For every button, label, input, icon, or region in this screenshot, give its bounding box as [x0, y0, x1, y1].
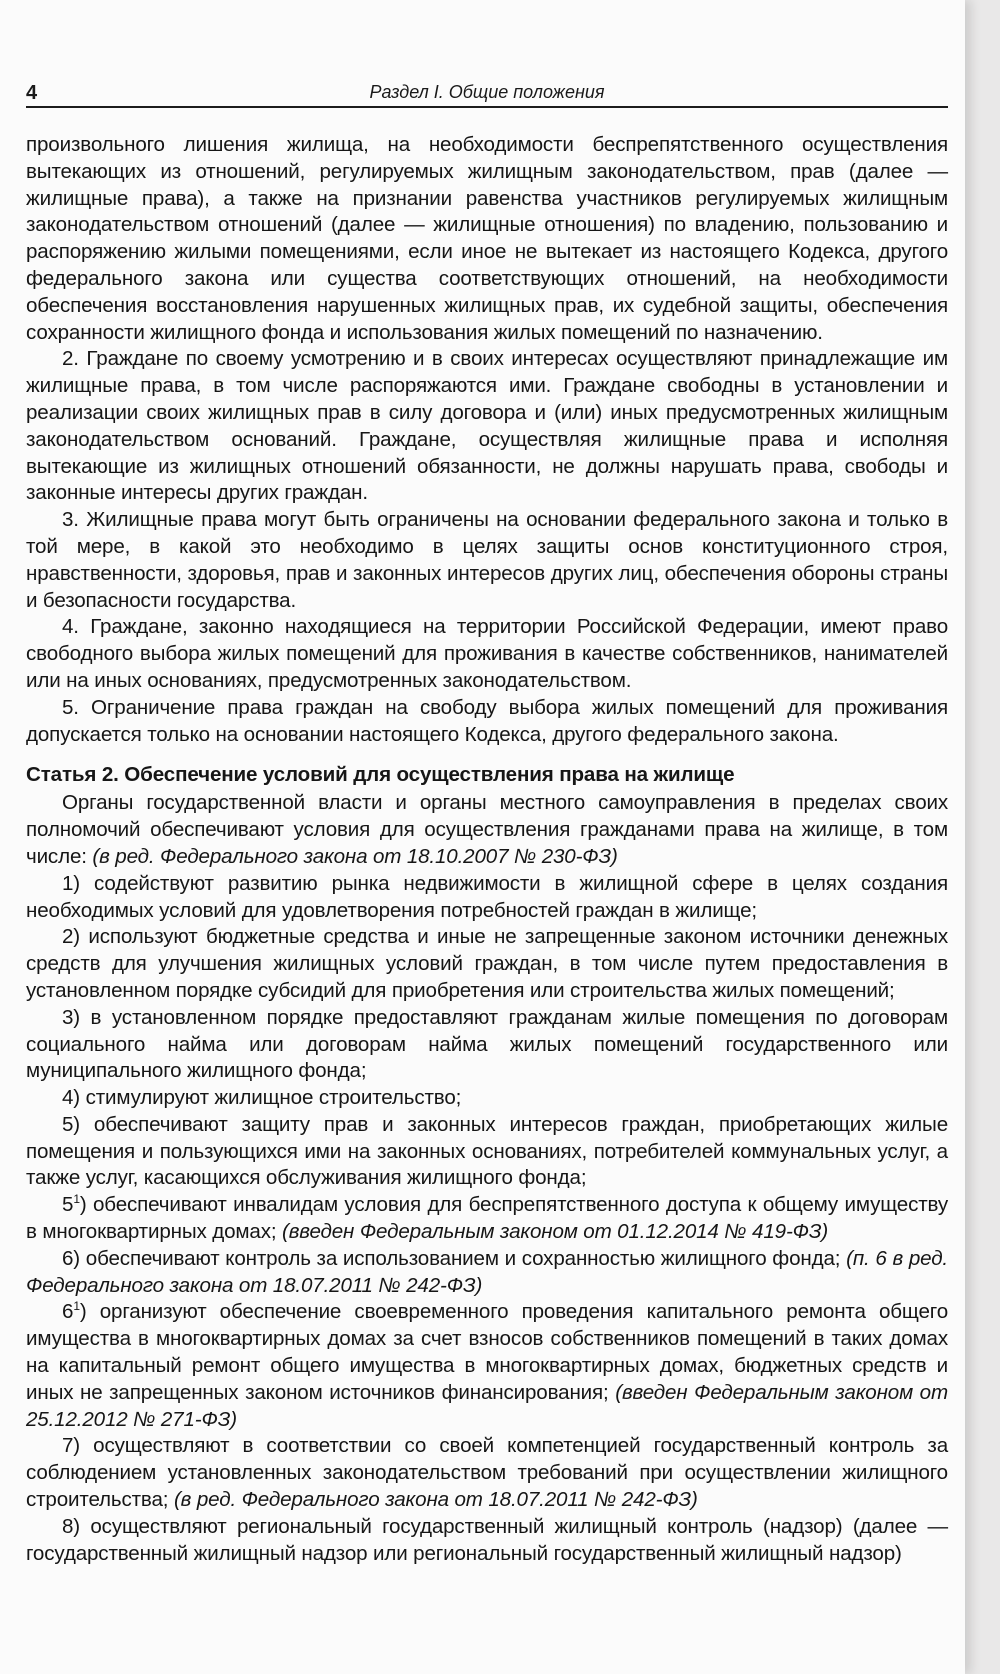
amendment-note: (введен Федеральным законом от 01.12.2014 № 419-ФЗ) — [282, 1220, 829, 1244]
article2-item-6-1 — [26, 1299, 948, 1433]
article2-intro — [26, 790, 948, 870]
item-number: 5 — [62, 1193, 74, 1217]
amendment-note: (введен Федеральным законом от 25.12.2012 № 271-ФЗ) — [26, 1380, 948, 1431]
article2-item-1: 1) содействуют развитию рынка недвижимости в жилищной сфере в целях создания необходимых условий для удовлетворения потребностей граждан в жилище; — [26, 871, 948, 922]
item-text: ) обеспечивают инвалидам условия для беспрепятственного доступа к общему имуществу в многоквартирных домах; — [26, 1193, 948, 1244]
amendment-note: (п. 6 в ред. Федерального закона от 18.07.2011 № 242-ФЗ) — [26, 1246, 948, 1297]
article2-intro-text: Органы государственной власти и органы местного самоуправления в пределах своих полномочий обеспечивают условия для осуществления гражданами права на жилище, в том числе: — [26, 791, 948, 868]
amendment-note: (в ред. Федерального закона от 18.10.2007 № 230-ФЗ) — [92, 844, 618, 868]
item-superscript: 1 — [73, 1299, 80, 1314]
article1-paragraph5: 5. Ограничение права граждан на свободу выбора жилых помещений для проживания допускается только на основании настоящего Кодекса, другого федерального закона. — [26, 695, 948, 746]
item-text: ) организуют обеспечение своевременного проведения капитального ремонта общего имущества в многоквартирных домах за счет взносов собственников помещений в таких домах на капитальный ремонт общего имущества в многоквартирных домах, бюджетных средств и иных не запрещенных законом источников финансирования; — [26, 1300, 948, 1404]
article1-paragraph3: 3. Жилищные права могут быть ограничены на основании федерального закона и только в той мере, в какой это необходимо в целях защиты основ конституционного строя, нравственности, здоровья, прав и законных интересов других лиц, обеспечения обороны страны и безопасности государства. — [26, 508, 948, 612]
page-body — [26, 132, 948, 1567]
article1-paragraph4: 4. Граждане, законно находящиеся на территории Российской Федерации, имеют право свободного выбора жилых помещений для проживания в качестве собственников, нанимателей или на иных основаниях, предусмотренных законодательством. — [26, 615, 948, 692]
article2-item-2: 2) используют бюджетные средства и иные не запрещенные законом источники денежных средств для улучшения жилищных условий граждан, в том числе путем предоставления в установленном порядке субсидий для приобретения или строительства жилых помещений; — [26, 925, 948, 1002]
article1-paragraph2: 2. Граждане по своему усмотрению и в своих интересах осуществляют принадлежащие им жилищные права, в том числе распоряжаются ими. Граждане свободны в установлении и реализации своих жилищных прав в силу договора и (или) иных предусмотренных жилищным законодательством оснований. Граждане, осуществляя жилищные права и исполняя вытекающие из жилищных отношений обязанности, не должны нарушать права, свободы и законные интересы других граждан. — [26, 347, 948, 505]
page-header — [26, 80, 948, 108]
article2-item-6 — [26, 1246, 948, 1300]
item-superscript: 1 — [73, 1192, 80, 1207]
amendment-note: (в ред. Федерального закона от 18.07.2011 № 242-ФЗ) — [173, 1488, 698, 1512]
item-text: 6) обеспечивают контроль за использованием и сохранностью жилищного фонда; — [62, 1246, 841, 1270]
article2-item-4: 4) стимулируют жилищное строительство; — [62, 1086, 462, 1110]
article2-heading: Статья 2. Обеспечение условий для осуществления права на жилище — [26, 763, 735, 787]
article1-paragraph1-continued: произвольного лишения жилища, на необходимости беспрепятственного осуществления вытекающих из отношений, регулируемых жилищным законодательством, прав (далее — жилищные права), а также на признании равенства участников регулируемых жилищным законодательством отношений (далее — жилищные отношения) по владению, пользованию и распоряжению жилыми помещениями, если иное не вытекает из настоящего Кодекса, другого федерального закона или существа соответствующих отношений, на необходимости обеспечения восстановления нарушенных жилищных прав, их судебной защиты, обеспечения сохранности жилищного фонда и использования жилых помещений по назначению. — [26, 133, 948, 344]
article2-item-8: 8) осуществляют региональный государственный жилищный контроль (надзор) (далее — государственный жилищный надзор или региональный государственный жилищный надзор) — [26, 1514, 948, 1565]
article2-item-7 — [26, 1433, 948, 1513]
item-number: 6 — [62, 1300, 74, 1324]
article2-item-5: 5) обеспечивают защиту прав и законных интересов граждан, приобретающих жилые помещения и пользующихся ими на законных основаниях, потребителей коммунальных услуг, а также услуг, касающихся обслуживания жилищного фонда; — [26, 1112, 948, 1190]
article2-item-3: 3) в установленном порядке предоставляют гражданам жилые помещения по договорам социального найма или договорам найма жилых помещений государственного или муниципального жилищного фонда; — [26, 1005, 948, 1083]
item-text: 7) осуществляют в соответствии со своей компетенцией государственный контроль за соблюдением установленных законодательством требований при осуществлении жилищного строительства; — [26, 1434, 948, 1512]
page-number: 4 — [26, 82, 38, 104]
article2-item-5-1 — [26, 1192, 948, 1246]
section-title: Раздел I. Общие положения — [369, 82, 605, 102]
